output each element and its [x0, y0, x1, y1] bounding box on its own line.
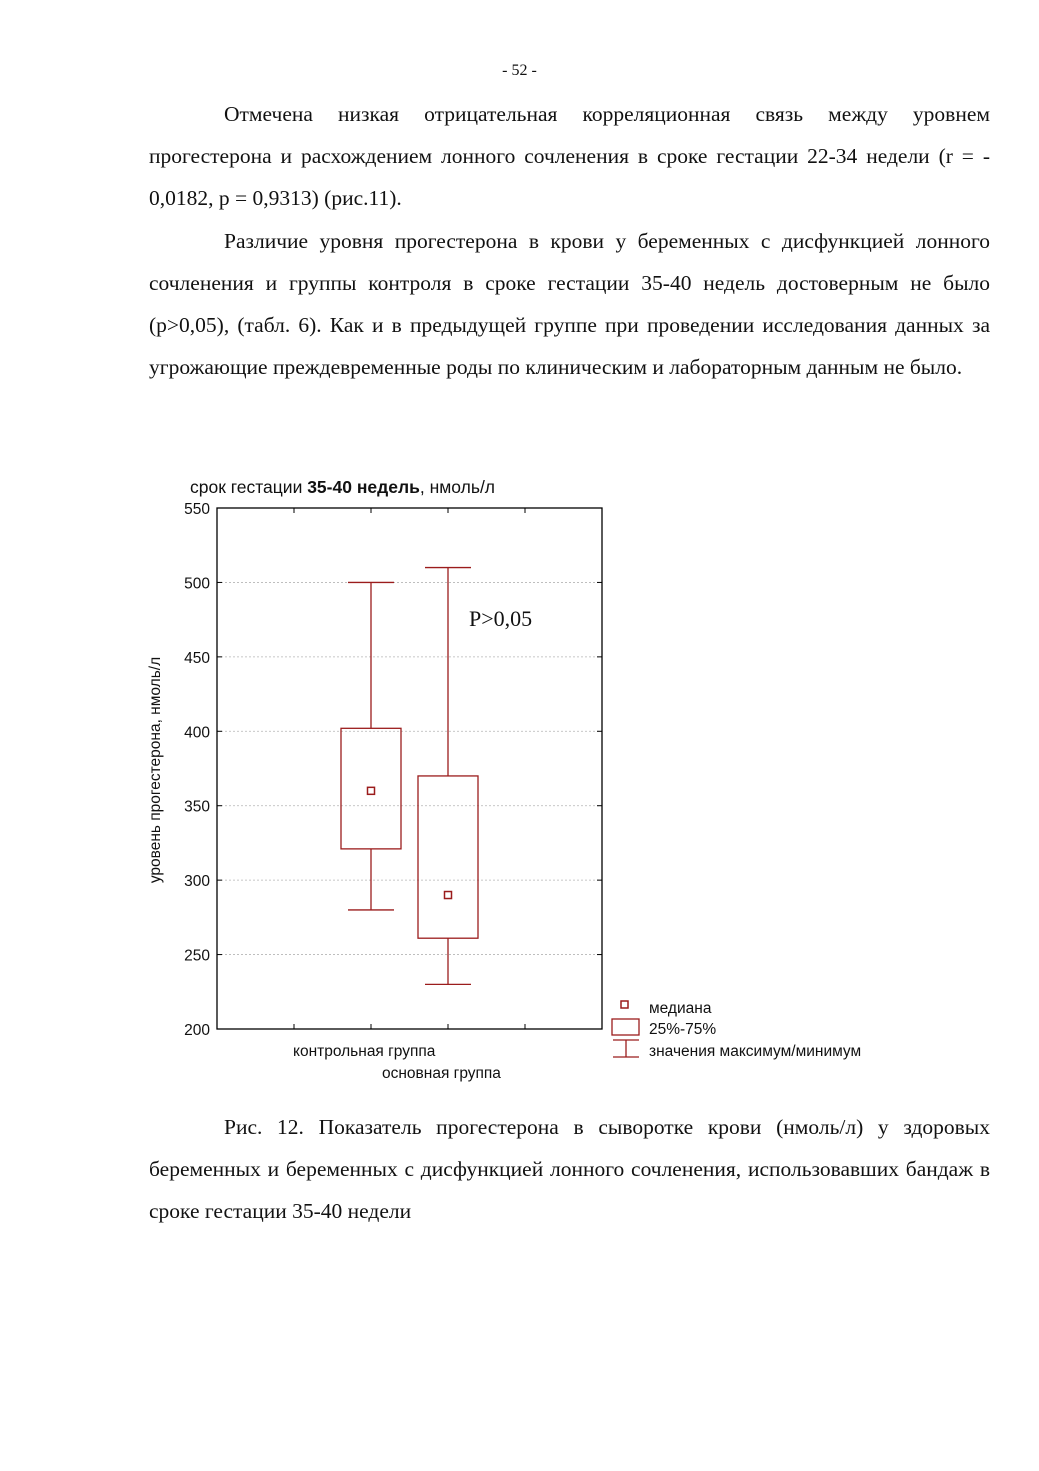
legend-label-minmax: значения максимум/минимум [649, 1043, 862, 1060]
x-axis-category-labels [293, 1043, 501, 1082]
y-tick-label-200: 200 [184, 1022, 210, 1039]
y-tick-label-500: 500 [184, 575, 210, 593]
x-category-label-2: основная группа [382, 1065, 501, 1082]
legend-label-median: медиана [649, 1000, 712, 1017]
page-number: - 52 - [502, 62, 537, 79]
boxes [341, 568, 478, 985]
y-tick-label-250: 250 [184, 947, 210, 965]
chart-legend [612, 1000, 861, 1060]
gridlines [217, 582, 602, 954]
y-tick-label-300: 300 [184, 873, 210, 891]
y-axis-label: уровень прогестерона, нмоль/л [147, 656, 164, 884]
box-group-1 [341, 582, 401, 909]
iqr-box-1 [341, 728, 401, 849]
paragraph-correlation: Отмечена низкая отрицательная корреляционная связь между уровнем прогестерона и расхождением лонного сочленения в сроке гестации 22-34 недели (r = - 0,0182, р = 0,9313) (рис.11). [149, 102, 990, 210]
y-axis-ticks [184, 501, 602, 1039]
legend-label-iqr: 25%-75% [649, 1021, 717, 1038]
iqr-box-2 [418, 776, 478, 938]
y-tick-label-350: 350 [184, 798, 210, 816]
x-axis-ticks [294, 508, 525, 1029]
chart-title-bold: 35-40 недель [307, 477, 420, 497]
y-tick-label-550: 550 [184, 501, 210, 518]
median-marker-1 [368, 787, 375, 794]
legend-median-symbol [621, 1001, 628, 1008]
y-tick-label-450: 450 [184, 649, 210, 667]
chart-title [190, 477, 495, 497]
chart-title-prefix: срок гестации [190, 477, 308, 497]
paragraph-progesterone-difference: Различие уровня прогестерона в крови у беременных с дисфункцией лонного сочленения и группы контроля в сроке гестации 35-40 недель достоверным не было (p>0,05), (табл. 6). Как и в предыдущей группе при проведении исследования данных за угрожающие преждевременные роды по клиническим и лабораторным данным не было. [149, 229, 990, 379]
median-marker-2 [445, 892, 452, 899]
figure-caption: Рис. 12. Показатель прогестерона в сыворотке крови (нмоль/л) у здоровых беременных и беременных с дисфункцией лонного сочленения, использовавших бандаж в сроке гестации 35-40 недели [149, 1115, 990, 1223]
chart-title-suffix: , нмоль/л [419, 477, 496, 497]
plot-frame [217, 508, 602, 1029]
y-tick-label-400: 400 [184, 724, 210, 742]
legend-iqr-symbol [612, 1019, 639, 1035]
p-value-annotation: P>0,05 [469, 606, 533, 631]
x-category-label-1: контрольная группа [293, 1043, 436, 1060]
